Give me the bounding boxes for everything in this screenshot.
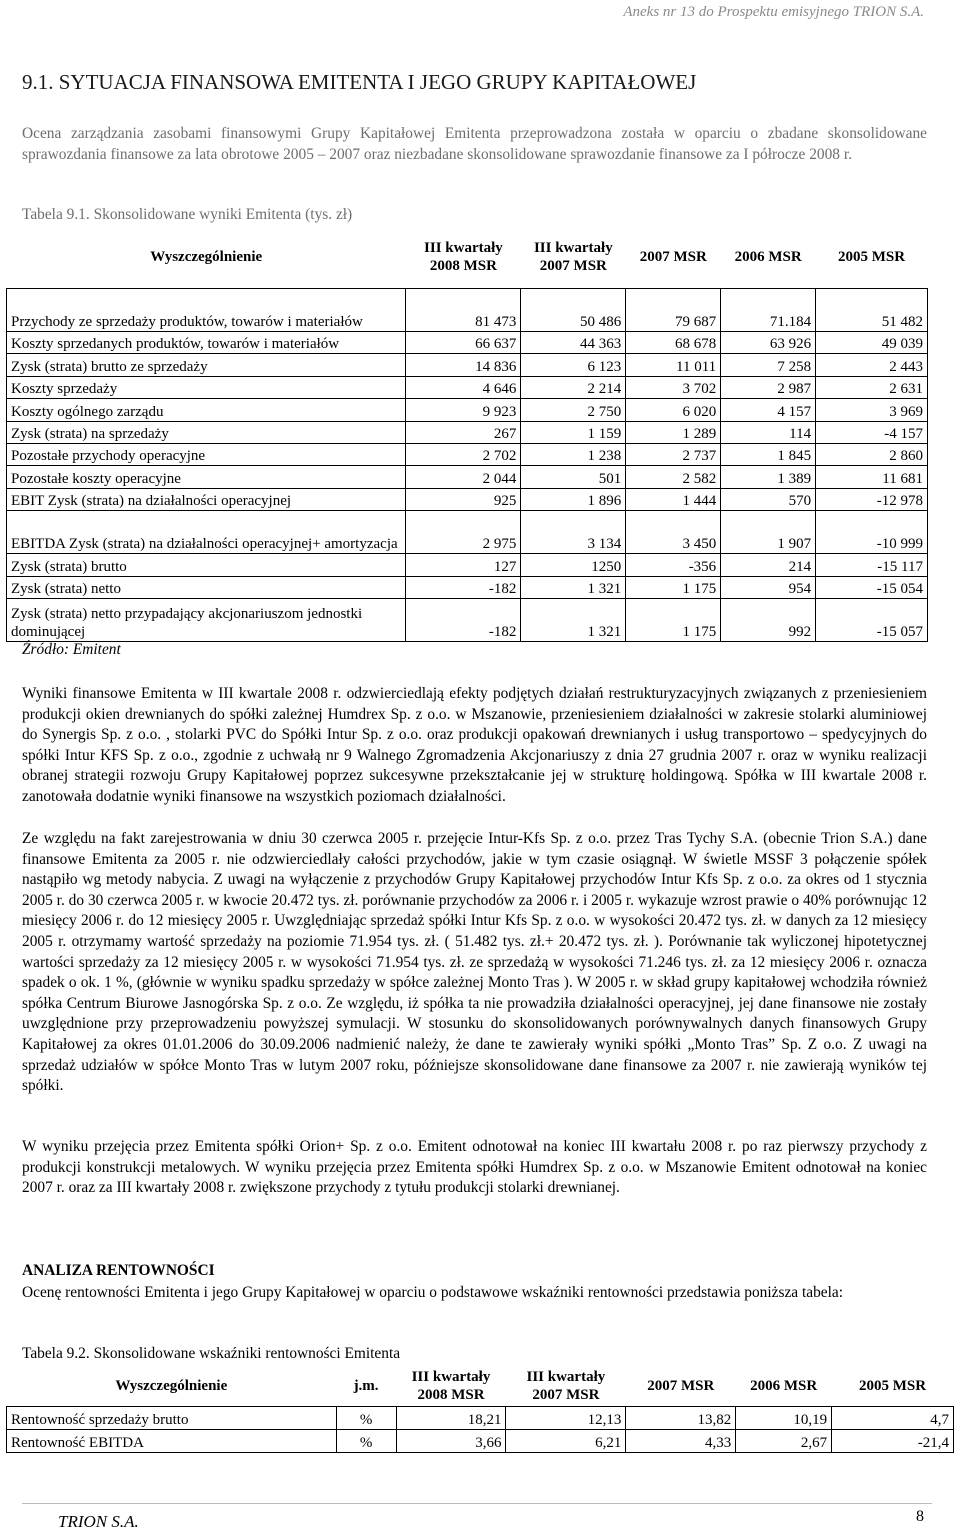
row-label: Zysk (strata) na sprzedaży	[7, 421, 406, 443]
row-label: EBIT Zysk (strata) na działalności operacyjnej	[7, 488, 406, 510]
analysis-intro: Ocenę rentowności Emitenta i jego Grupy Kapitałowej w oparciu o podstawowe wskaźniki rentowności przedstawia poniższa tabela:	[22, 1284, 844, 1301]
cell-value: 2 750	[521, 399, 626, 421]
intro-paragraph: Ocena zarządzania zasobami finansowymi Grupy Kapitałowej Emitenta przeprowadzona została w oparciu o zbadane skonsolidowane sprawozdania finansowe za lata obrotowe 2005 – 2007 oraz niezbadane skonsolidowane sprawozdanie finansowe za I półrocze 2008 r.	[22, 125, 927, 163]
cell-value: -12 978	[816, 488, 928, 510]
cell-value: 71.184	[721, 289, 816, 332]
page-number: 8	[916, 1508, 924, 1525]
row-label: Przychody ze sprzedaży produktów, towarów i materiałów	[7, 289, 406, 332]
cell-value: 11 011	[626, 354, 721, 376]
row-label: Zysk (strata) netto przypadający akcjonariuszom jednostki dominującej	[7, 598, 406, 641]
cell-value: 18,21	[396, 1407, 506, 1430]
table-header-row	[7, 1366, 954, 1407]
cell-value: 1 321	[521, 598, 626, 641]
cell-value: 1250	[521, 554, 626, 576]
cell-value: 9 923	[406, 399, 521, 421]
cell-value: 13,82	[626, 1407, 736, 1430]
cell-value: 50 486	[521, 289, 626, 332]
table-row	[7, 443, 928, 465]
header-cell: Wyszczególnienie	[115, 1378, 228, 1394]
cell-value: 2 737	[626, 443, 721, 465]
cell-value: -356	[626, 554, 721, 576]
cell-value: 1 289	[626, 421, 721, 443]
cell-value: %	[336, 1430, 396, 1453]
cell-value: 3 134	[521, 511, 626, 554]
cell-value: 570	[721, 488, 816, 510]
row-label: Koszty ogólnego zarządu	[7, 399, 406, 421]
cell-value: 2 975	[406, 511, 521, 554]
header-cell: 2007 MSR	[647, 1378, 715, 1394]
cell-value: 3,66	[396, 1430, 506, 1453]
table-row	[7, 598, 928, 641]
running-head: Aneks nr 13 do Prospektu emisyjnego TRION S.A.	[623, 4, 924, 20]
cell-value: 4,33	[626, 1430, 736, 1453]
cell-value: 11 681	[816, 466, 928, 488]
cell-value: 3 450	[626, 511, 721, 554]
cell-value: 2,67	[736, 1430, 832, 1453]
table-source: Źródło: Emitent	[22, 641, 121, 658]
cell-value: 2 860	[816, 443, 928, 465]
cell-value: 1 175	[626, 598, 721, 641]
cell-value: 3 969	[816, 399, 928, 421]
cell-value: %	[336, 1407, 396, 1430]
cell-value: 7 258	[721, 354, 816, 376]
cell-value: 954	[721, 576, 816, 598]
cell-value: 127	[406, 554, 521, 576]
cell-value: 1 159	[521, 421, 626, 443]
body-paragraph-1: Wyniki finansowe Emitenta w III kwartale 2008 r. odzwierciedlają efekty podjętych działań restrukturyzacyjnych związanych z przeniesieniem produkcji okien drewnianych do spółki zależnej Humdrex Sp. z o.o. w Mszanowie, przeniesieniem działalności w zakresie stolarki aluminiowej do Synergis Sp. z o.o. , stolarki PVC do Spółki Intur Sp. z o.o. oraz produkcji opakowań drewnianych i usług transportowo – spedycyjnych do spółki Intur KFS Sp. z o.o., zgodnie z uchwałą nr 9 Walnego Zgromadzenia Akcjonariuszy z dnia 27 grudnia 2007 r. oraz w wyniku realizacji obranej strategii rozwoju Grupy Kapitałowej poprzez sukcesywne przekształcanie jej w strukturę holdingową. Spółka w III kwartale 2008 r. zanotowała dodatnie wyniki finansowe na wszystkich poziomach działalności.	[22, 685, 927, 805]
header-cell: 2005 MSR	[858, 1378, 927, 1394]
table-header-row	[7, 226, 928, 289]
cell-value: 1 896	[521, 488, 626, 510]
cell-value: -10 999	[816, 511, 928, 554]
table1-caption: Tabela 9.1. Skonsolidowane wyniki Emitenta (tys. zł)	[22, 206, 353, 223]
cell-value: 44 363	[521, 332, 626, 354]
header-cell: Wyszczególnienie	[150, 249, 263, 265]
header-cell: 2006 MSR	[734, 249, 802, 265]
body-paragraph-2: Ze względu na fakt zarejestrowania w dniu 30 czerwca 2005 r. przejęcie Intur-Kfs Sp. z o.o. przez Tras Tychy S.A. (obecnie Trion S.A.) dane finansowe Emitenta za 2005 r. nie odzwierciedlały całości przychodów, jakie w tym czasie osiągnął. W świetle MSSF 3 połączenie spółek nastąpiło wg metody nabycia. Z uwagi na wyłączenie z przychodów Grupy Kapitałowej przychodów Intur Kfs Sp. z o.o. za okres od 1 stycznia 2005 r. do 30 czerwca 2005 r. w kwocie 20.472 tys. zł. porównanie przychodów za 2006 r. i 2005 r. wykazuje wzrost prawie o 40% porównując 12 miesięcy 2006 r. do 12 miesięcy 2005 r. Uwzględniając sprzedaż spółki Intur Kfs Sp. z o.o. w wysokości 20.472 tys. zł. w danych za 12 miesięcy 2005 r. otrzymamy wartość sprzedaży na poziomie 71.954 tys. zł. ( 51.482 tys. zł.+ 20.472 tys. zł. ). Porównanie tak wyliczonej hipotetycznej wartości sprzedaży za 12 miesięcy 2005 r. w wysokości 71.954 tys. zł. ze sprzedażą w wysokości 71.246 tys. zł. za 12 miesięcy 2006 r. oznacza spadek o ok. 1 %, (głównie w wyniku spadku sprzedaży w spółce zależnej Monto Tras ). W 2005 r. w skład grupy kapitałowej wchodziła również spółka Centrum Biurowe Jasnogórska Sp. z o.o. Ze względu, iż spółka ta nie prowadziła działalności operacyjnej, jej dane finansowe nie zostały uwzględnione przy przeprowadzeniu powyższej symulacji. W stosunku do skonsolidowanych porównywalnych danych finansowych Grupy Kapitałowej za okres 01.01.2006 do 30.09.2006 nadmienić należy, że dane te zawierały wyniki spółki „Monto Tras” Sp. Z o.o. Z uwagi na sprzedaż udziałów w spółce Monto Tras w lutym 2007 roku, późniejsze skonsolidowane dane finansowe za 2007 r. nie zawierają wyników tej spółki.	[22, 830, 927, 1095]
cell-value: 2 214	[521, 376, 626, 398]
cell-value: -15 117	[816, 554, 928, 576]
table-row	[7, 488, 928, 510]
cell-value: 2 631	[816, 376, 928, 398]
cell-value: 2 987	[721, 376, 816, 398]
row-label: Pozostałe przychody operacyjne	[7, 443, 406, 465]
row-label: Rentowność sprzedaży brutto	[7, 1407, 337, 1430]
cell-value: 12,13	[506, 1407, 626, 1430]
cell-value: 2 702	[406, 443, 521, 465]
cell-value: 6 020	[626, 399, 721, 421]
cell-value: -182	[406, 576, 521, 598]
row-label: EBITDA Zysk (strata) na działalności operacyjnej+ amortyzacja	[7, 511, 406, 554]
cell-value: 10,19	[736, 1407, 832, 1430]
cell-value: 49 039	[816, 332, 928, 354]
table-row	[7, 376, 928, 398]
row-label: Zysk (strata) netto	[7, 576, 406, 598]
row-label: Zysk (strata) brutto ze sprzedaży	[7, 354, 406, 376]
header-cell: 2006 MSR	[750, 1378, 818, 1394]
cell-value: 214	[721, 554, 816, 576]
cell-value: -21,4	[832, 1430, 954, 1453]
cell-value: 66 637	[406, 332, 521, 354]
cell-value: 1 907	[721, 511, 816, 554]
header-cell: III kwartały 2007 MSR	[526, 1369, 606, 1403]
profitability-table	[6, 1366, 954, 1453]
cell-value: -182	[406, 598, 521, 641]
table-row	[7, 1430, 954, 1453]
header-cell: 2007 MSR	[639, 249, 707, 265]
section-title: 9.1. SYTUACJA FINANSOWA EMITENTA I JEGO GRUPY KAPITAŁOWEJ	[22, 70, 697, 94]
table-row	[7, 354, 928, 376]
cell-value: 2 582	[626, 466, 721, 488]
cell-value: 1 444	[626, 488, 721, 510]
cell-value: 51 482	[816, 289, 928, 332]
cell-value: 925	[406, 488, 521, 510]
cell-value: 267	[406, 421, 521, 443]
table-row	[7, 399, 928, 421]
cell-value: 1 321	[521, 576, 626, 598]
cell-value: 3 702	[626, 376, 721, 398]
table-row	[7, 554, 928, 576]
table-row	[7, 421, 928, 443]
header-cell: 2005 MSR	[838, 249, 906, 265]
cell-value: -4 157	[816, 421, 928, 443]
cell-value: 1 175	[626, 576, 721, 598]
row-label: Pozostałe koszty operacyjne	[7, 466, 406, 488]
cell-value: 6,21	[506, 1430, 626, 1453]
cell-value: 6 123	[521, 354, 626, 376]
row-label: Rentowność EBITDA	[7, 1430, 337, 1453]
analysis-heading: ANALIZA RENTOWNOŚCI	[22, 1262, 215, 1279]
cell-value: 81 473	[406, 289, 521, 332]
cell-value: 114	[721, 421, 816, 443]
table-row	[7, 511, 928, 554]
cell-value: 1 389	[721, 466, 816, 488]
cell-value: 2 443	[816, 354, 928, 376]
row-label: Koszty sprzedanych produktów, towarów i materiałów	[7, 332, 406, 354]
table-row	[7, 576, 928, 598]
cell-value: 501	[521, 466, 626, 488]
table-row	[7, 1407, 954, 1430]
footer-divider	[22, 1503, 932, 1504]
financial-results-table	[6, 226, 928, 642]
header-cell: III kwartały 2008 MSR	[411, 1369, 491, 1403]
cell-value: 79 687	[626, 289, 721, 332]
header-cell: III kwartały 2008 MSR	[424, 240, 503, 274]
table2-caption: Tabela 9.2. Skonsolidowane wskaźniki rentowności Emitenta	[22, 1345, 401, 1362]
cell-value: -15 057	[816, 598, 928, 641]
cell-value: 1 845	[721, 443, 816, 465]
cell-value: 68 678	[626, 332, 721, 354]
row-label: Zysk (strata) brutto	[7, 554, 406, 576]
cell-value: 4 646	[406, 376, 521, 398]
cell-value: 4,7	[832, 1407, 954, 1430]
header-cell: j.m.	[353, 1378, 379, 1394]
cell-value: 4 157	[721, 399, 816, 421]
table-row	[7, 466, 928, 488]
footer-company: TRION S.A.	[58, 1512, 139, 1531]
table-row	[7, 332, 928, 354]
cell-value: 992	[721, 598, 816, 641]
cell-value: 1 238	[521, 443, 626, 465]
cell-value: 2 044	[406, 466, 521, 488]
body-paragraph-3: W wyniku przejęcia przez Emitenta spółki Orion+ Sp. z o.o. Emitent odnotował na koniec III kwartału 2008 r. po raz pierwszy przychody z produkcji konstrukcji metalowych. W wyniku przejęcia przez Emitenta spółki Humdrex Sp. z o.o. w Mszanowie Emitent odnotował na koniec 2007 r. oraz za III kwartały 2008 r. zwiększone przychody z tytułu produkcji stolarki drewnianej.	[22, 1138, 927, 1197]
row-label: Koszty sprzedaży	[7, 376, 406, 398]
header-cell: III kwartały 2007 MSR	[533, 240, 613, 274]
cell-value: 63 926	[721, 332, 816, 354]
cell-value: 14 836	[406, 354, 521, 376]
cell-value: -15 054	[816, 576, 928, 598]
table-row	[7, 289, 928, 332]
